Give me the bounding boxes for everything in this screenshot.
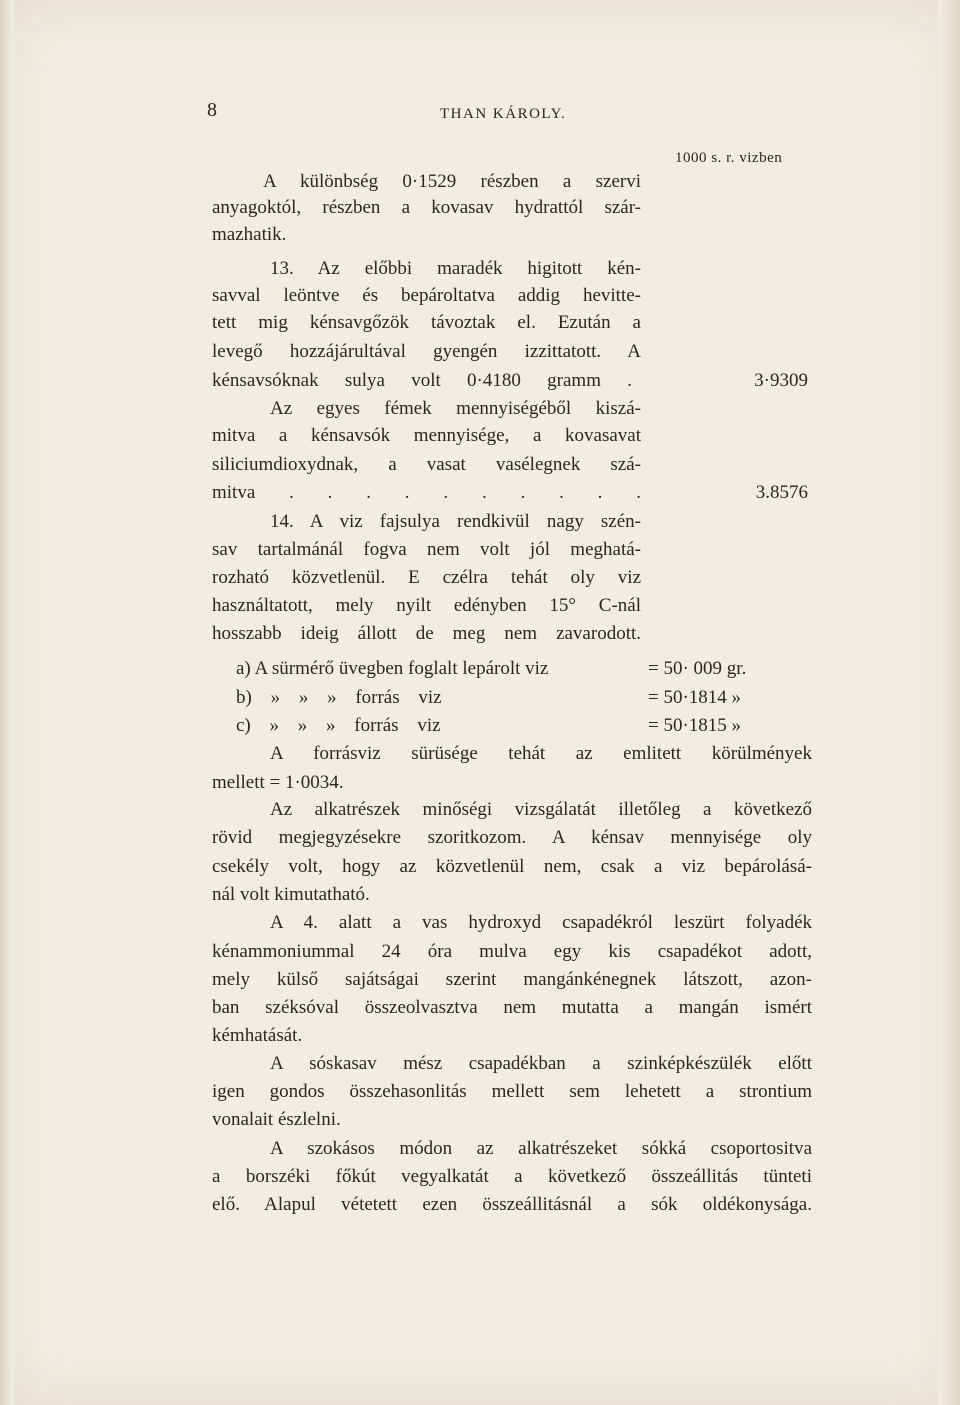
text-line: A forrásviz sürüsége tehát az emlitett körülmények xyxy=(270,743,812,764)
text-line: csekély volt, hogy az közvetlenül nem, csak a viz bepárolásá- xyxy=(212,856,812,877)
measurement-value: = 50·1815 » xyxy=(648,715,742,736)
text-line: mazhatik. xyxy=(212,224,287,245)
text-line: siliciumdioxydnak, a vasat vasélegnek szá- xyxy=(212,454,641,475)
text-line: hosszabb ideig állott de meg nem zavarodott. xyxy=(212,623,641,644)
text-line: kénsavsóknak sulya volt 0·4180 gramm . xyxy=(212,370,632,391)
measurement-label: b) » » » forrás viz xyxy=(236,687,442,708)
text-line: elő. Alapul vétetett ezen összeállitásnál a sók oldékonysága. xyxy=(212,1194,812,1215)
text-line: A szokásos módon az alkatrészeket sókká csoportositva xyxy=(270,1138,812,1159)
sulphates-weight-value: 3·9309 xyxy=(754,370,808,391)
text-line: Az alkatrészek minőségi vizsgálatát illetőleg a következő xyxy=(270,799,812,820)
text-line: ban széksóval összeolvasztva nem mutatta a mangán ismért xyxy=(212,997,812,1018)
measurement-value: = 50· 009 gr. xyxy=(648,658,747,679)
text-line: mitva a kénsavsók mennyisége, a kovasavat xyxy=(212,425,641,446)
text-line: A sóskasav mész csapadékban a szinképkészülék előtt xyxy=(270,1053,812,1074)
text-line: vonalait észlelni. xyxy=(212,1109,341,1130)
page-number: 8 xyxy=(207,99,217,121)
text-line: tett mig kénsavgőzök távoztak el. Ezután a xyxy=(212,312,641,333)
sulphates-calculated-value: 3.8576 xyxy=(755,482,808,503)
text-line: sav tartalmánál fogva nem volt jól meghatá- xyxy=(212,539,641,560)
text-line: igen gondos összehasonlitás mellett sem lehetett a strontium xyxy=(212,1081,812,1102)
text-line: 13. Az előbbi maradék higitott kén- xyxy=(270,258,641,279)
text-line: rövid megjegyzésekre szoritkozom. A kénsav mennyisége oly xyxy=(212,827,812,848)
text-line: kémhatását. xyxy=(212,1025,303,1046)
column-heading: 1000 s. r. vizben xyxy=(675,150,783,166)
text-line: savval leöntve és bepároltatva addig hevitte- xyxy=(212,285,641,306)
text-line: rozható közvetlenül. E czélra tehát oly viz xyxy=(212,567,641,588)
text-line: levegő hozzájárultával gyengén izzittatott. A xyxy=(212,341,641,362)
measurement-value: = 50·1814 » xyxy=(648,687,742,708)
text-line: A különbség 0·1529 részben a szervi xyxy=(263,171,641,192)
measurement-label: c) » » » forrás viz xyxy=(236,715,441,736)
text-line: A 4. alatt a vas hydroxyd csapadékról leszürt folyadék xyxy=(270,912,812,933)
text-line: használtatott, mely nyilt edényben 15° C-nál xyxy=(212,595,641,616)
text-line: anyagoktól, részben a kovasav hydrattól szár- xyxy=(212,197,641,218)
text-line: mely külső sajátságai szerint mangánkénegnek látszott, azon- xyxy=(212,969,812,990)
text-line: 14. A viz fajsulya rendkivül nagy szén- xyxy=(270,511,641,532)
text-line: mitva . . . . . . . . . . xyxy=(212,482,641,503)
page-edge-left xyxy=(0,0,14,1405)
text-line: Az egyes fémek mennyiségéből kiszá- xyxy=(270,398,641,419)
page-edge-right xyxy=(938,0,960,1405)
text-line: mellett = 1·0034. xyxy=(212,772,344,793)
text-line: kénammoniummal 24 óra mulva egy kis csapadékot adott, xyxy=(212,941,812,962)
running-title: THAN KÁROLY. xyxy=(440,106,567,122)
text-line: a borszéki főkút vegyalkatát a következő összeállitás tünteti xyxy=(212,1166,812,1187)
text-line: nál volt kimutatható. xyxy=(212,884,370,905)
measurement-label: a) A sürmérő üvegben foglalt lepárolt viz xyxy=(236,658,549,679)
